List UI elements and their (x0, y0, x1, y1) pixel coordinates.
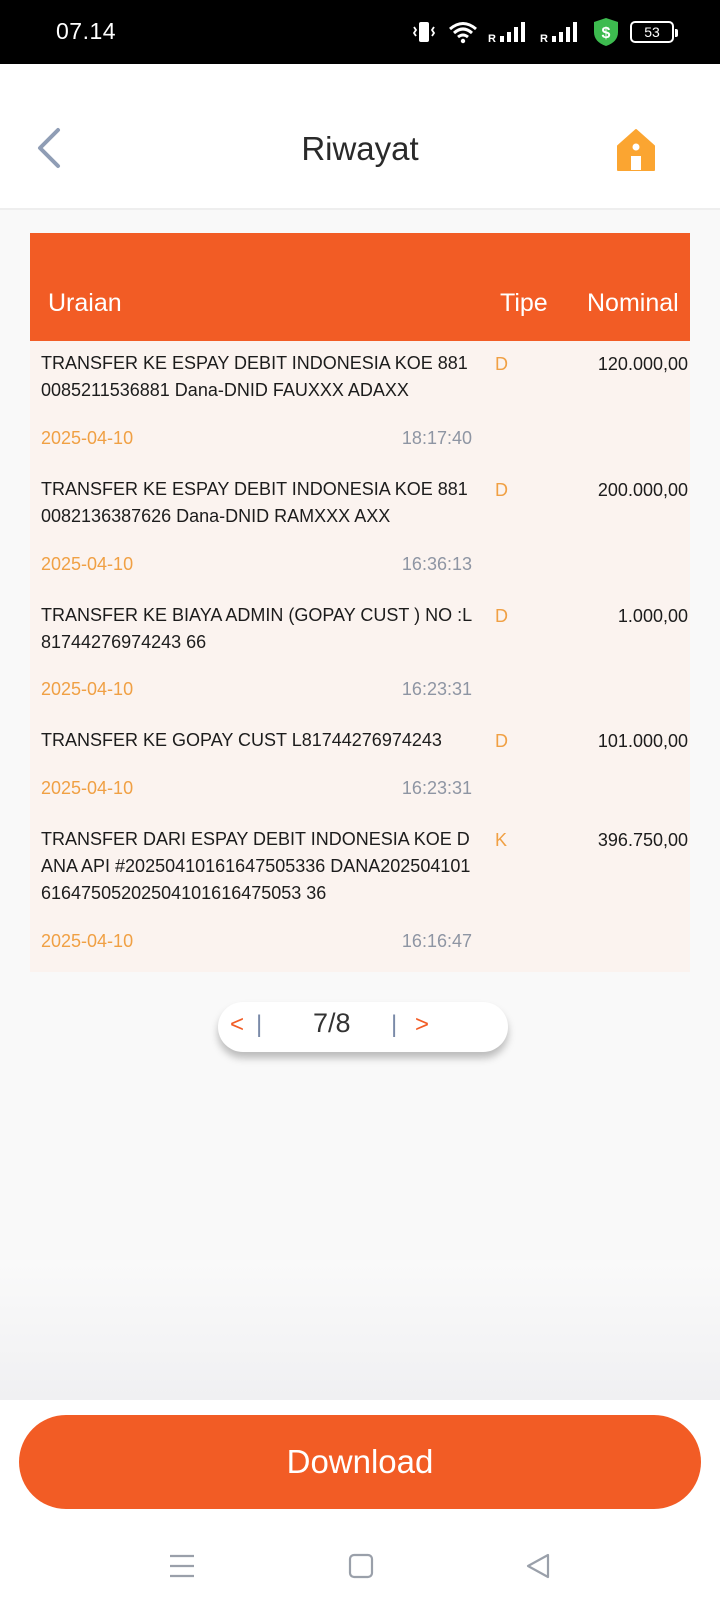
wifi-icon (448, 20, 478, 44)
pagination (218, 1002, 508, 1052)
transaction-table (30, 233, 690, 972)
row-description: TRANSFER KE ESPAY DEBIT INDONESIA KOE 8810085211536881 Dana-DNID FAUXXX ADAXX (41, 353, 468, 400)
next-page-button[interactable]: > (415, 1011, 430, 1038)
battery-level: 53 (644, 24, 660, 40)
row-type: D (495, 354, 508, 374)
row-time: 16:16:47 (401, 931, 472, 951)
back-triangle-icon[interactable] (524, 1552, 552, 1580)
row-amount: 1.000,00 (617, 606, 688, 626)
battery-icon (630, 21, 674, 43)
table-row[interactable] (30, 341, 690, 467)
pagination-separator: | (256, 1011, 263, 1038)
svg-text:R: R (540, 33, 548, 44)
row-type: D (495, 480, 508, 500)
table-row[interactable] (30, 718, 690, 817)
row-date: 2025-04-10 (41, 931, 134, 951)
row-type: D (495, 731, 508, 751)
row-type: D (495, 606, 508, 626)
signal-icon (488, 20, 530, 44)
row-description: TRANSFER KE GOPAY CUST L81744276974243 (41, 730, 442, 750)
row-time: 16:36:13 (401, 554, 472, 574)
svg-text:$: $ (601, 25, 611, 42)
row-date: 2025-04-10 (41, 554, 134, 574)
svg-text:R: R (488, 33, 496, 44)
column-header-tipe: Tipe (500, 289, 548, 317)
home-square-icon[interactable] (348, 1552, 374, 1580)
table-body (30, 341, 690, 972)
row-time: 16:23:31 (401, 679, 472, 699)
vibrate-icon (410, 20, 438, 44)
column-header-uraian: Uraian (48, 289, 122, 317)
shield-dollar-icon (592, 17, 620, 47)
app-header (0, 64, 720, 210)
page-indicator: 7/8 (313, 1008, 351, 1038)
background-fade (0, 1260, 720, 1400)
row-amount: 120.000,00 (597, 354, 688, 374)
table-row[interactable] (30, 817, 690, 972)
row-date: 2025-04-10 (41, 679, 134, 699)
table-row[interactable] (30, 593, 690, 718)
status-bar (0, 0, 720, 64)
column-header-nominal: Nominal (587, 289, 679, 317)
home-icon[interactable] (615, 128, 657, 172)
table-header (30, 233, 690, 341)
system-nav-bar (0, 1542, 720, 1592)
row-date: 2025-04-10 (41, 778, 134, 798)
row-description: TRANSFER DARI ESPAY DEBIT INDONESIA KOE DANA API #20250410161647505336 DANA20250410161647505202504101616475053 36 (41, 829, 471, 903)
row-date: 2025-04-10 (41, 428, 134, 448)
menu-icon[interactable] (168, 1552, 196, 1580)
download-button[interactable]: Download (19, 1415, 701, 1509)
page-title: Riwayat (301, 130, 419, 167)
row-description: TRANSFER KE BIAYA ADMIN (GOPAY CUST ) NO :L81744276974243 66 (41, 605, 473, 652)
table-row[interactable] (30, 467, 690, 593)
bottom-area (0, 1400, 720, 1612)
signal-icon (540, 20, 582, 44)
status-time: 07.14 (56, 18, 117, 44)
row-description: TRANSFER KE ESPAY DEBIT INDONESIA KOE 8810082136387626 Dana-DNID RAMXXX AXX (41, 479, 468, 526)
row-amount: 200.000,00 (597, 480, 688, 500)
row-time: 16:23:31 (401, 778, 472, 798)
row-time: 18:17:40 (401, 428, 472, 448)
row-type: K (495, 830, 508, 850)
status-icons (410, 16, 674, 48)
row-amount: 396.750,00 (597, 830, 688, 850)
row-amount: 101.000,00 (597, 731, 688, 751)
pagination-separator: | (391, 1011, 398, 1038)
prev-page-button[interactable]: < (230, 1011, 245, 1038)
